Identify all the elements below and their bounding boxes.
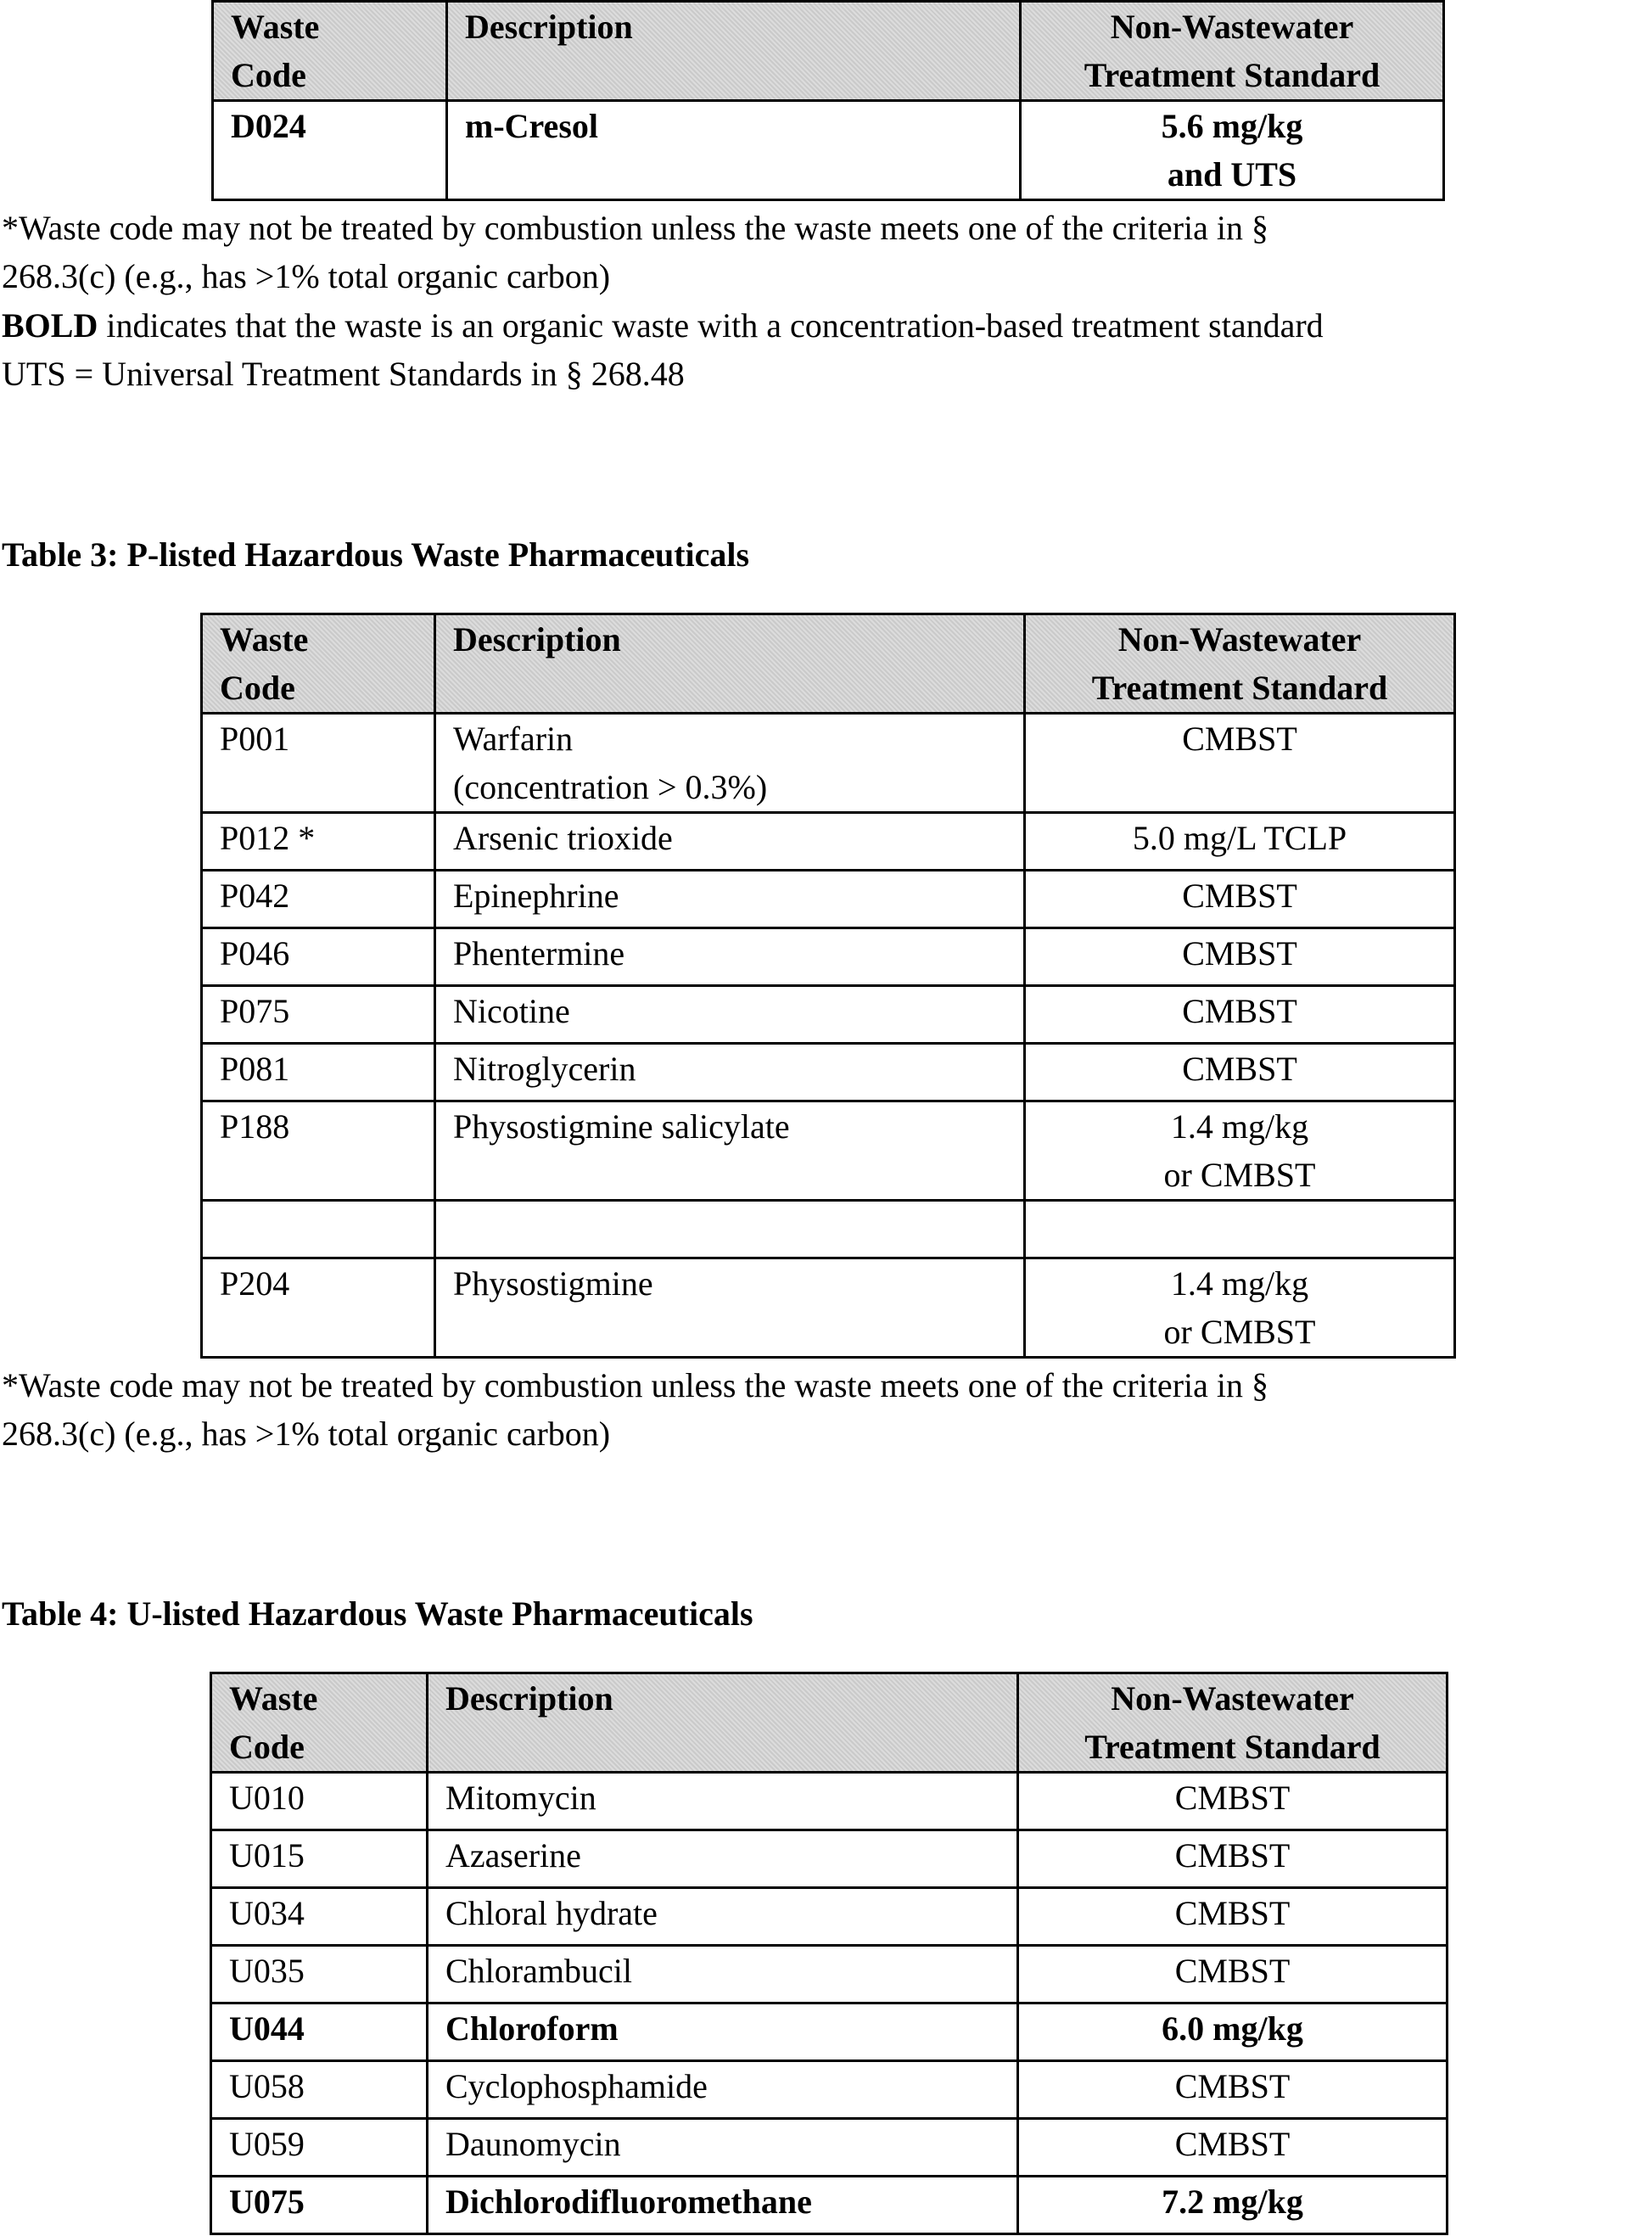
header-waste-code: Waste Code (211, 1673, 428, 1773)
waste-code-cell: P012 * (202, 813, 435, 871)
waste-code-cell: U015 (211, 1830, 428, 1888)
treatment-standard-cell: CMBST (1025, 1044, 1455, 1101)
table-row (202, 714, 1455, 813)
table-3-caption: Table 3: P-listed Hazardous Waste Pharmaceuticals (2, 535, 750, 574)
treatment-standard-cell: 6.0 mg/kg (1018, 2003, 1448, 2061)
table-row (202, 871, 1455, 928)
description-cell: Mitomycin (428, 1773, 1018, 1830)
table-4-caption: Table 4: U-listed Hazardous Waste Pharmaceuticals (2, 1594, 753, 1633)
description-cell: Dichlorodifluoromethane (428, 2177, 1018, 2234)
description-cell (435, 1201, 1025, 1258)
header-treatment-standard: Non-Wastewater Treatment Standard (1025, 614, 1455, 714)
table-row (211, 2003, 1448, 2061)
header-waste-code: Waste Code (202, 614, 435, 714)
description-cell: Physostigmine (435, 1258, 1025, 1358)
description-cell: Daunomycin (428, 2119, 1018, 2177)
treatment-standard-cell: 5.0 mg/L TCLP (1025, 813, 1455, 871)
treatment-standard-cell: CMBST (1018, 2119, 1448, 2177)
table-row (202, 986, 1455, 1044)
footnote-combustion-table3: *Waste code may not be treated by combustion unless the waste meets one of the criteria in § 268.3(c) (e.g., has >1% total organic carbon) (2, 1366, 1268, 1453)
treatment-standard-cell: CMBST (1025, 986, 1455, 1044)
waste-code-cell (202, 1201, 435, 1258)
treatment-standard-cell: 7.2 mg/kg (1018, 2177, 1448, 2234)
table-3-p-listed (200, 613, 1456, 1359)
description-cell: Chlorambucil (428, 1946, 1018, 2003)
waste-code-cell: D024 (213, 101, 447, 200)
waste-code-cell: U058 (211, 2061, 428, 2119)
treatment-standard-cell: CMBST (1018, 2061, 1448, 2119)
treatment-standard-cell: CMBST (1025, 714, 1455, 813)
description-cell: Nitroglycerin (435, 1044, 1025, 1101)
treatment-standard-cell: CMBST (1018, 1773, 1448, 1830)
table-4-u-listed (210, 1672, 1448, 2235)
waste-code-cell: U034 (211, 1888, 428, 1946)
waste-code-cell: P046 (202, 928, 435, 986)
description-cell: Chloroform (428, 2003, 1018, 2061)
table-row (202, 813, 1455, 871)
waste-code-cell: U010 (211, 1773, 428, 1830)
description-cell: Azaserine (428, 1830, 1018, 1888)
footnote-uts: UTS = Universal Treatment Standards in § 268.48 (2, 355, 685, 393)
table-row (211, 2061, 1448, 2119)
table-row (202, 1044, 1455, 1101)
treatment-standard-cell: CMBST (1025, 871, 1455, 928)
treatment-standard-cell: CMBST (1018, 1888, 1448, 1946)
table-d-listed (211, 0, 1445, 201)
header-description: Description (435, 614, 1025, 714)
description-cell: m-Cresol (447, 101, 1021, 200)
waste-code-cell: U075 (211, 2177, 428, 2234)
waste-code-cell: P188 (202, 1101, 435, 1201)
footnote-bold-legend (2, 301, 1324, 350)
description-cell: Phentermine (435, 928, 1025, 986)
header-treatment-standard: Non-Wastewater Treatment Standard (1021, 2, 1444, 101)
description-cell: Warfarin (concentration > 0.3%) (435, 714, 1025, 813)
treatment-standard-cell (1025, 1201, 1455, 1258)
waste-code-cell: P075 (202, 986, 435, 1044)
description-cell: Physostigmine salicylate (435, 1101, 1025, 1201)
table-header-row (213, 2, 1444, 101)
waste-code-cell: U059 (211, 2119, 428, 2177)
table-row (213, 101, 1444, 200)
treatment-standard-cell: 5.6 mg/kg and UTS (1021, 101, 1444, 200)
header-treatment-standard: Non-Wastewater Treatment Standard (1018, 1673, 1448, 1773)
treatment-standard-cell: 1.4 mg/kg or CMBST (1025, 1101, 1455, 1201)
treatment-standard-cell: CMBST (1018, 1830, 1448, 1888)
table-row (211, 2177, 1448, 2234)
bold-legend-text: indicates that the waste is an organic waste with a concentration-based treatment standard (98, 306, 1324, 345)
treatment-standard-cell: 1.4 mg/kg or CMBST (1025, 1258, 1455, 1358)
table-row (211, 1888, 1448, 1946)
footnote-combustion: *Waste code may not be treated by combustion unless the waste meets one of the criteria in § 268.3(c) (e.g., has >1% total organic carbon) (2, 209, 1268, 295)
table-row (202, 1101, 1455, 1201)
description-cell: Cyclophosphamide (428, 2061, 1018, 2119)
table-row-empty (202, 1201, 1455, 1258)
description-cell: Chloral hydrate (428, 1888, 1018, 1946)
treatment-standard-cell: CMBST (1018, 1946, 1448, 2003)
table-row (202, 1258, 1455, 1358)
waste-code-cell: P001 (202, 714, 435, 813)
table-row (211, 2119, 1448, 2177)
treatment-standard-cell: CMBST (1025, 928, 1455, 986)
description-cell: Arsenic trioxide (435, 813, 1025, 871)
description-cell: Epinephrine (435, 871, 1025, 928)
header-description: Description (428, 1673, 1018, 1773)
description-cell: Nicotine (435, 986, 1025, 1044)
header-waste-code: Waste Code (213, 2, 447, 101)
table-row (211, 1773, 1448, 1830)
bold-keyword: BOLD (2, 306, 98, 345)
waste-code-cell: U035 (211, 1946, 428, 2003)
table-header-row (211, 1673, 1448, 1773)
table-row (211, 1946, 1448, 2003)
table-header-row (202, 614, 1455, 714)
table-row (211, 1830, 1448, 1888)
header-description: Description (447, 2, 1021, 101)
waste-code-cell: P204 (202, 1258, 435, 1358)
table-row (202, 928, 1455, 986)
waste-code-cell: P081 (202, 1044, 435, 1101)
waste-code-cell: P042 (202, 871, 435, 928)
waste-code-cell: U044 (211, 2003, 428, 2061)
